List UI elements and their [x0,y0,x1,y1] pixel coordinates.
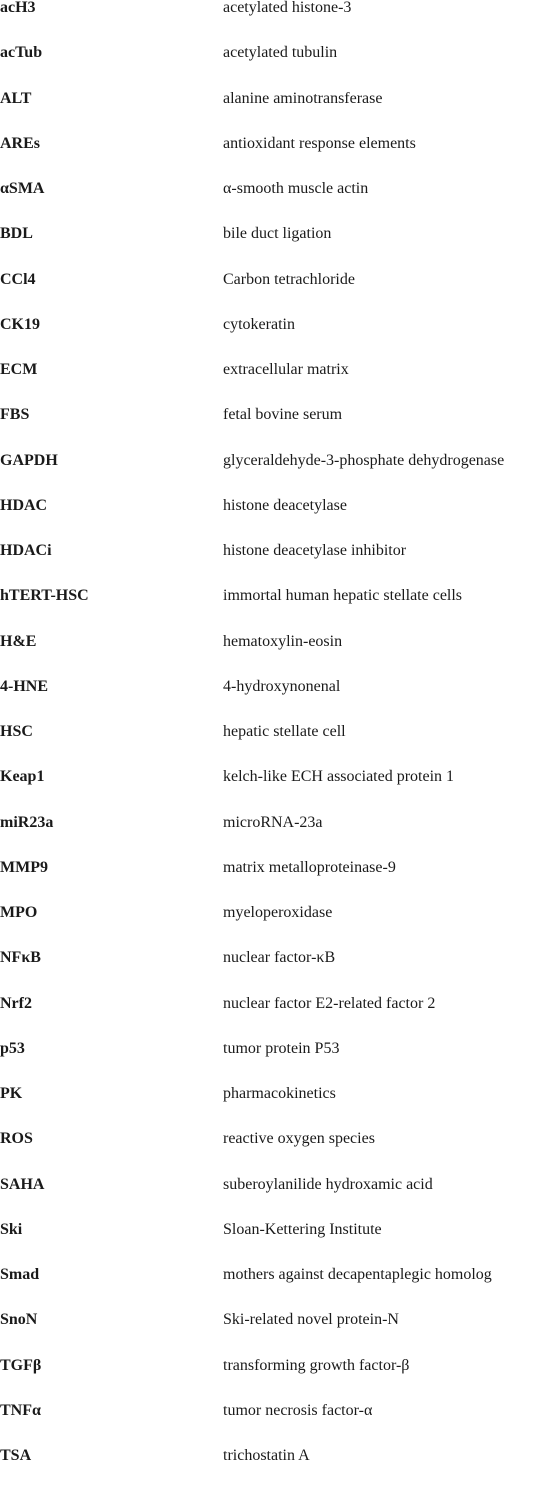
abbreviation-term: BDL [0,225,33,243]
abbreviation-definition: 4-hydroxynonenal [223,677,341,695]
abbreviation-term: HSC [0,723,33,740]
abbreviation-term: HDACi [0,542,52,559]
abbreviation-term: Keap1 [0,768,45,786]
abbreviation-definition: Sloan-Kettering Institute [223,1220,382,1238]
table-row [0,220,558,265]
abbreviation-term: NFκB [0,949,41,967]
table-row [0,175,558,220]
abbreviation-definition: myeloperoxidase [223,904,333,921]
abbreviation-definition: kelch-like ECH associated protein 1 [223,768,455,786]
abbreviation-term: FBS [0,406,30,424]
table-row [0,1261,558,1306]
abbreviation-definition: bile duct ligation [223,225,332,243]
abbreviation-term: Nrf2 [0,994,32,1012]
abbreviation-term: SnoN [0,1311,38,1329]
abbreviation-term: αSMA [0,180,45,197]
abbreviation-term: H&E [0,632,37,650]
table-row [0,356,558,401]
abbreviation-term: ECM [0,361,38,378]
table-row [0,266,558,311]
abbreviation-term: acH3 [0,0,36,16]
abbreviation-term: CK19 [0,315,40,333]
abbreviation-definition: hepatic stellate cell [223,723,346,740]
abbreviation-definition: reactive oxygen species [223,1130,375,1148]
table-row [0,718,558,763]
table-row [0,944,558,989]
abbreviation-definition: histone deacetylase [223,496,347,514]
abbreviation-definition: histone deacetylase inhibitor [223,542,407,559]
abbreviation-definition: matrix metalloproteinase-9 [223,858,396,876]
abbreviation-term: hTERT-HSC [0,587,89,605]
table-row [0,130,558,175]
abbreviation-definition: trichostatin A [223,1447,310,1464]
abbreviation-term: p53 [0,1039,25,1057]
abbreviation-term: MMP9 [0,858,48,876]
table-row [0,1442,558,1487]
abbreviation-definition: antioxidant response elements [223,134,416,152]
table-row [0,763,558,808]
table-row [0,492,558,537]
table-row [0,1216,558,1261]
table-row [0,447,558,492]
abbreviation-definition: pharmacokinetics [223,1085,336,1102]
table-row [0,537,558,582]
abbreviation-definition: Ski-related novel protein-N [223,1311,399,1329]
table-row [0,1306,558,1351]
table-row [0,1080,558,1125]
abbreviation-term: HDAC [0,496,48,514]
abbreviation-term: 4-HNE [0,677,48,695]
abbreviation-definition: mothers against decapentaplegic homolog [223,1266,492,1283]
table-row [0,401,558,446]
abbreviation-term: CCl4 [0,270,36,288]
abbreviation-term: AREs [0,134,41,152]
table-row [0,809,558,854]
abbreviation-term: SAHA [0,1175,45,1193]
abbreviation-definition: fetal bovine serum [223,406,343,424]
table-row [0,1352,558,1397]
table-row [0,1035,558,1080]
abbreviation-term: PK [0,1085,23,1102]
abbreviation-definition: alanine aminotransferase [223,89,383,107]
abbreviation-definition: transforming growth factor-β [223,1356,410,1374]
table-row [0,1171,558,1216]
abbreviation-definition: tumor necrosis factor-α [223,1401,373,1419]
abbreviation-term: TGFβ [0,1356,42,1374]
abbreviation-definition: nuclear factor E2-related factor 2 [223,994,436,1012]
abbreviation-term: acTub [0,44,43,62]
abbreviation-term: Smad [0,1266,40,1283]
abbreviation-definition: glyceraldehyde-3-phosphate dehydrogenase [223,451,505,469]
table-row [0,85,558,130]
abbreviation-term: ALT [0,89,32,107]
table-row [0,1397,558,1442]
table-row [0,899,558,944]
table-row [0,628,558,673]
abbreviation-definition: immortal human hepatic stellate cells [223,587,463,605]
abbreviation-term: MPO [0,904,38,921]
table-row [0,673,558,718]
table-row [0,311,558,356]
abbreviation-term: TSA [0,1447,32,1464]
abbreviation-term: GAPDH [0,451,58,469]
abbreviation-definition: microRNA-23a [223,813,323,831]
table-row [0,0,558,39]
abbreviation-definition: extracellular matrix [223,361,349,378]
table-row [0,39,558,84]
abbreviation-term: Ski [0,1220,23,1238]
abbreviation-definition: acetylated histone-3 [223,0,352,16]
abbreviation-definition: acetylated tubulin [223,44,338,62]
abbreviation-term: TNFα [0,1401,41,1419]
table-row [0,582,558,627]
abbreviation-definition: nuclear factor-κB [223,949,336,967]
table-row [0,990,558,1035]
abbreviation-definition: tumor protein P53 [223,1039,340,1057]
abbreviation-definition: hematoxylin-eosin [223,632,343,650]
table-row [0,1125,558,1170]
abbreviation-definition: cytokeratin [223,315,295,333]
abbreviation-term: miR23a [0,813,54,831]
abbreviation-term: ROS [0,1130,33,1148]
abbreviation-definition: Carbon tetrachloride [223,270,355,288]
table-row [0,854,558,899]
abbreviation-definition: α-smooth muscle actin [223,180,369,197]
abbreviation-definition: suberoylanilide hydroxamic acid [223,1175,433,1193]
